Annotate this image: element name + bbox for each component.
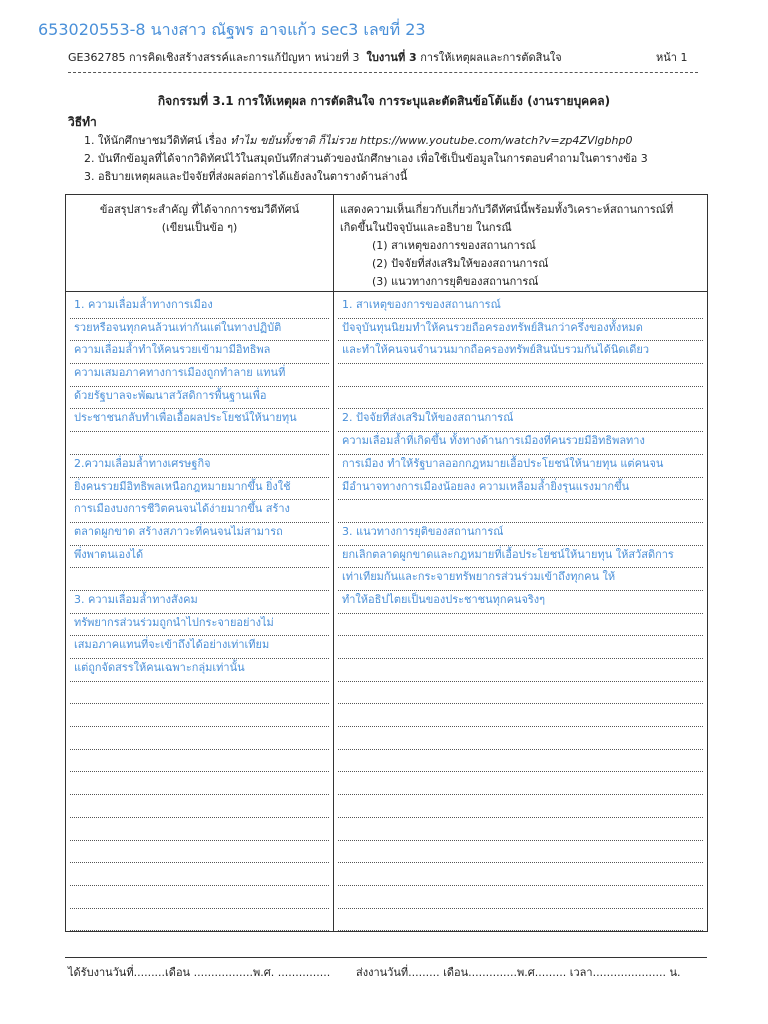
received-date: ได้รับงานวันที่.........เดือน .................พ.ศ. ...............	[68, 966, 331, 979]
right-line	[338, 636, 703, 659]
right-line	[338, 682, 703, 705]
right-header-line-4: (2) ปัจจัยที่ส่งเสริมให้ของสถานการณ์	[372, 257, 549, 270]
summary-lines	[70, 296, 329, 931]
answer-table	[65, 194, 708, 932]
right-line	[338, 500, 703, 523]
left-line: ยิ่งคนรวยมีอิทธิพลเหนือกฎหมายมากขึ้น ยิ่งใช้	[70, 478, 329, 501]
right-line	[338, 886, 703, 909]
header-divider	[68, 72, 698, 73]
left-header-line-2: (เขียนเป็นข้อ ๆ)	[161, 221, 238, 234]
right-header-line-3: (1) สาเหตุของการของสถานการณ์	[372, 239, 536, 252]
left-line	[70, 568, 329, 591]
right-line	[338, 614, 703, 637]
left-line: 3. ความเลื่อมล้ำทางสังคม	[70, 591, 329, 614]
right-line: และทำให้คนจนจำนวนมากถือครองทรัพย์สินนับรวมกันได้นิดเดียว	[338, 341, 703, 364]
page-number: หน้า 1	[656, 51, 688, 64]
left-line: รวยหรือจนทุกคนล้วนเท่ากันแต่ในทางปฏิบัติ	[70, 319, 329, 342]
right-line: เท่าเทียมกันและกระจายทรัพยากรส่วนร่วมเข้าถึงทุกคน ให้	[338, 568, 703, 591]
left-line	[70, 432, 329, 455]
left-line	[70, 886, 329, 909]
left-line	[70, 704, 329, 727]
left-line: ประชาชนกลับทำเพื่อเอื้อผลประโยชน์ให้นายทุน	[70, 409, 329, 432]
left-line: 2.ความเลื่อมล้ำทางเศรษฐกิจ	[70, 455, 329, 478]
left-line: แต่ถูกจัดสรรให้คนเฉพาะกลุ่มเท่านั้น	[70, 659, 329, 682]
right-line	[338, 772, 703, 795]
right-line	[338, 841, 703, 864]
left-header-cell	[66, 195, 334, 292]
left-line: ความเสมอภาคทางการเมืองถูกทำลาย แทนที่	[70, 364, 329, 387]
right-line: การเมือง ทำให้รัฐบาลออกกฎหมายเอื้อประโยชน์ให้นายทุน แต่คนจน	[338, 455, 703, 478]
right-line	[338, 387, 703, 410]
activity-title: กิจกรรมที่ 3.1 การให้เหตุผล การตัดสินใจ การระบุและตัดสินข้อโต้แย้ง (งานรายบุคคล)	[157, 94, 611, 108]
footer-divider	[65, 957, 707, 958]
right-line: 2. ปัจจัยที่ส่งเสริมให้ของสถานการณ์	[338, 409, 703, 432]
right-line: ยกเลิกตลาดผูกขาดและกฎหมายที่เอื้อประโยชน์ให้นายทุน ให้สวัสดิการ	[338, 546, 703, 569]
left-line	[70, 818, 329, 841]
summary-cell	[66, 292, 334, 932]
right-line: ทำให้อธิปไตยเป็นของประชาชนทุกคนจริงๆ	[338, 591, 703, 614]
student-header: 653020553-8 นางสาว ณัฐพร อาจแก้ว sec3 เลขที่ 23	[38, 20, 426, 39]
method-step-3: 3. อธิบายเหตุผลและปัจจัยที่ส่งผลต่อการได้แย้งลงในตารางด้านล่างนี้	[84, 170, 408, 183]
right-line	[338, 795, 703, 818]
right-line: มีอำนาจทางการเมืองน้อยลง ความเหลื่อมล้ำยิ่งรุนแรงมากขึ้น	[338, 478, 703, 501]
left-line	[70, 727, 329, 750]
right-line	[338, 750, 703, 773]
left-line	[70, 682, 329, 705]
left-line	[70, 863, 329, 886]
right-line	[338, 727, 703, 750]
right-line	[338, 818, 703, 841]
right-line: 1. สาเหตุของการของสถานการณ์	[338, 296, 703, 319]
left-line	[70, 772, 329, 795]
right-line	[338, 659, 703, 682]
right-header-line-1: แสดงความเห็นเกี่ยวกับเกี่ยวกับวีดีทัศน์นี้พร้อมทั้งวิเคราะห์สถานการณ์ที่	[340, 203, 674, 216]
worksheet-label: ใบงานที่ 3	[366, 51, 417, 64]
right-line: 3. แนวทางการยุติของสถานการณ์	[338, 523, 703, 546]
right-header-line-5: (3) แนวทางการยุติของสถานการณ์	[372, 275, 539, 288]
left-line: ตลาดผูกขาด สร้างสภาวะที่คนจนไม่สามารถ	[70, 523, 329, 546]
right-header-cell	[334, 195, 708, 292]
right-line: ปัจจุบันทุนนิยมทำให้คนรวยถือครองทรัพย์สินกว่าครึ่งของทั้งหมด	[338, 319, 703, 342]
video-link[interactable]: ทำไม ขยันทั้งชาติ ก็ไม่รวย https://www.youtube.com/watch?v=zp4ZVlgbhp0	[230, 134, 633, 147]
left-line: ทรัพยากรส่วนร่วมถูกนำไปกระจายอย่างไม่	[70, 614, 329, 637]
method-step-2: 2. บันทึกข้อมูลที่ได้จากวิดิทัศน์ไว้ในสมุดบันทึกส่วนตัวของนักศึกษาเอง เพื่อใช้เป็นข้อมูลในการตอบคำถามในตารางข้อ 3	[84, 152, 648, 165]
left-header-line-1: ข้อสรุปสาระสำคัญ ที่ได้จากการชมวีดีทัศน์	[99, 203, 300, 216]
left-line	[70, 750, 329, 773]
left-line: เสมอภาคแทนที่จะเข้าถึงได้อย่างเท่าเทียม	[70, 636, 329, 659]
left-line	[70, 795, 329, 818]
left-line: การเมืองบงการชีวิตคนจนได้ง่ายมากขึ้น สร้าง	[70, 500, 329, 523]
worksheet-topic: การให้เหตุผลและการตัดสินใจ	[420, 51, 562, 64]
right-line	[338, 364, 703, 387]
right-line	[338, 863, 703, 886]
right-line	[338, 704, 703, 727]
opinion-lines	[338, 296, 703, 931]
right-header-line-2: เกิดขึ้นในปัจจุบันและอธิบาย ในกรณี	[340, 221, 512, 234]
left-line: ด้วยรัฐบาลจะพัฒนาสวัสดิการพื้นฐานเพื่อ	[70, 387, 329, 410]
method-step-1	[84, 131, 632, 149]
left-line: พึ่งพาตนเองได้	[70, 546, 329, 569]
opinion-cell	[334, 292, 708, 932]
method-heading: วิธีทำ	[68, 115, 97, 129]
submitted-date: ส่งงานวันที่......... เดือน..............พ.ศ......... เวลา..................... น.	[356, 966, 681, 979]
left-line: 1. ความเลื่อมล้ำทางการเมือง	[70, 296, 329, 319]
right-line: ความเลื่อมล้ำที่เกิดขึ้น ทั้งทางด้านการเมืองที่คนรวยมีอิทธิพลทาง	[338, 432, 703, 455]
course-code	[68, 48, 562, 66]
left-line	[70, 841, 329, 864]
right-line	[338, 909, 703, 932]
left-line: ความเลื่อมล้ำทำให้คนรวยเข้ามามีอิทธิพล	[70, 341, 329, 364]
course-name: GE362785 การคิดเชิงสร้างสรรค์และการแก้ปัญหา หน่วยที่ 3	[68, 51, 360, 64]
left-line	[70, 909, 329, 932]
step1-text: 1. ให้นักศึกษาชมวีดิทัศน์ เรื่อง	[84, 134, 231, 147]
